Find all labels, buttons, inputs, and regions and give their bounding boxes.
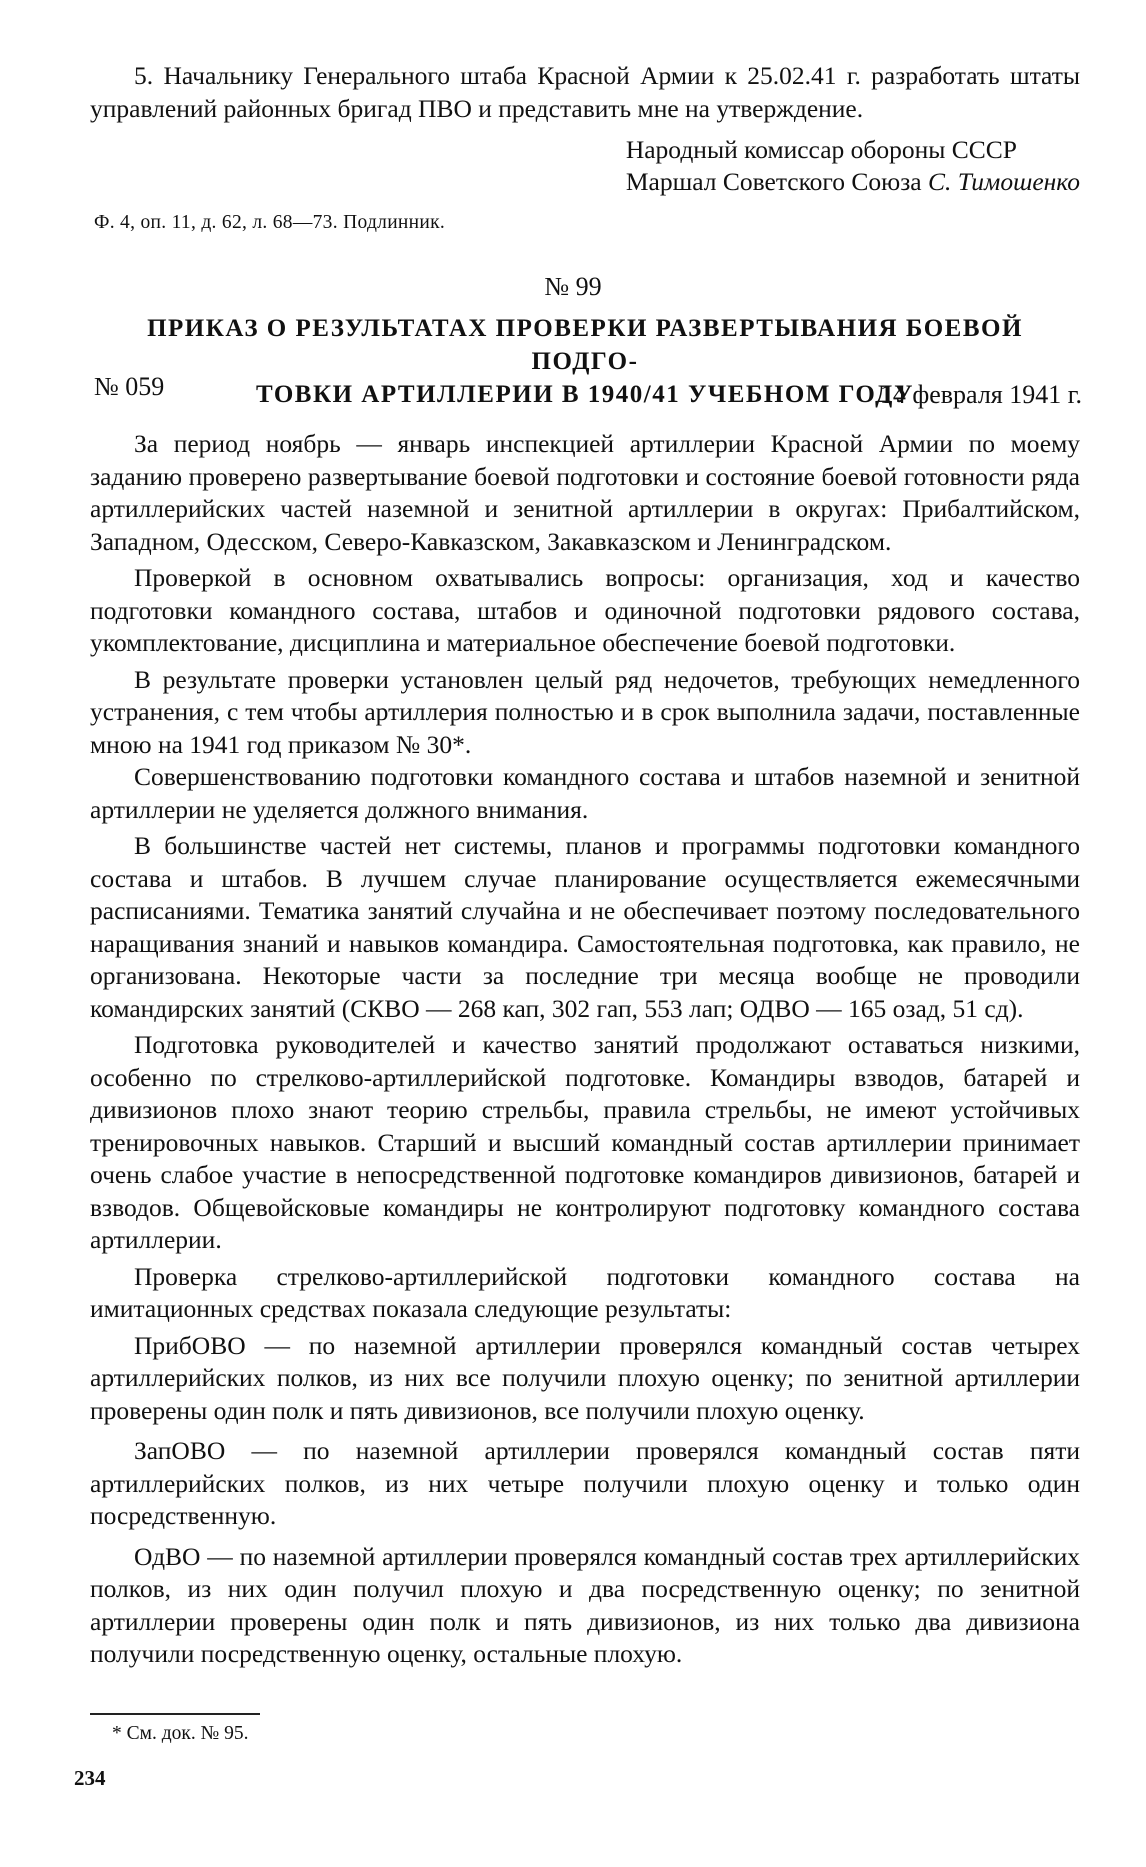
paragraph-odvo: ОдВО — по наземной артиллерии проверялся командный состав трех артиллерийских полков, из них один получил плохую и два посредственную оценку; по зенитной артиллерии проверены один полк и пять дивизионов, из них только два дивизиона получили посредственную оценку, остальные плохую. [90,1541,1080,1668]
archive-reference: Ф. 4, оп. 11, д. 62, л. 68—73. Подлинник. [94,212,446,233]
paragraph-pribovo: ПрибОВО — по наземной артиллерии проверялся командный состав четырех артиллерийских полков, из них все получили плохую оценку; по зенитной артиллерии проверены один полк и пять дивизионов, все получили плохую оценку. [90,1330,1080,1425]
paragraph-results: В результате проверки установлен целый ряд недочетов, требующих немедленного устранения, с тем чтобы артиллерия полностью и в срок выполнила задачи, поставленные мною на 1941 год приказом № 30*. [90,664,1080,759]
paragraph-training-quality: Подготовка руководителей и качество занятий продолжают оставаться низкими, особенно по стрелково-артиллерийской подготовке. Командиры взводов, батарей и дивизионов плохо знают теорию стрельбы, правила стрельбы, не имеют устойчивых тренировочных навыков. Старший и высший командный состав артиллерии принимает очень слабое участие в непосредственной подготовке командиров дивизионов, батарей и взводов. Общевойсковые командиры не контролируют подготовку командного состава артиллерии. [90,1030,1080,1254]
order-number: № 059 [94,372,165,401]
footnote: * См. док. № 95. [112,1723,249,1744]
title-line-2: ТОВКИ АРТИЛЛЕРИИ В 1940/41 УЧЕБНОМ ГОДУ [256,381,914,408]
signature-rank: Маршал Советского Союза [625,167,928,196]
document-number: № 99 [544,272,602,301]
signature-block [626,134,1080,198]
top-paragraph-block [90,60,1080,125]
paragraph-check-results: Проверка стрелково-артиллерийской подготовки командного состава на имитационных средствах показала следующие результаты: [90,1261,1080,1323]
signature-title: Народный комиссар обороны СССР [625,135,1017,164]
signature-name: С. Тимошенко [927,167,1080,196]
footnote-divider [90,1713,260,1715]
paragraph-planning: В большинстве частей нет системы, планов и программы подготовки командного состава и штабов. В лучшем случае планирование осуществляется ежемесячными расписаниями. Тематика занятий случайна и не обеспечивает поэтому последовательного наращивания знаний и навыков командира. Самостоятельная подготовка, как правило, не организована. Некоторые части за последние три месяца вообще не проводили командирских занятий (СКВО — 268 кап, 302 гап, 553 лап; ОДВО — 165 озад, 51 сд). [90,831,1080,1023]
order-date: 14 февраля 1941 г. [879,380,1082,409]
title-line-1: ПРИКАЗ О РЕЗУЛЬТАТАХ ПРОВЕРКИ РАЗВЕРТЫВАНИЯ БОЕВОЙ ПОДГО- [147,315,1023,375]
paragraph-command-staff: Совершенствованию подготовки командного состава и штабов наземной и зенитной артиллерии не уделяется должного внимания. [90,762,1080,824]
paragraph-intro: За период ноябрь — январь инспекцией артиллерии Красной Армии по моему заданию проверено развертывание боевой подготовки и состояние боевой готовности ряда артиллерийских частей наземной и зенитной артиллерии в округах: Прибалтийском, Западном, Одесском, Северо-Кавказском, Закавказском и Ленинградском. [90,429,1080,556]
signature-rank-line [626,166,1080,198]
body-text [90,428,1080,1671]
page-number: 234 [74,1766,106,1790]
paragraph-zapovo: ЗапОВО — по наземной артиллерии проверялся командный состав пяти артиллерийских полков, из них четыре получили плохую оценку и только один посредственную. [90,1436,1080,1530]
top-paragraph: 5. Начальнику Генерального штаба Красной Армии к 25.02.41 г. разработать штаты управлений районных бригад ПВО и представить мне на утверждение. [90,61,1080,123]
paragraph-scope: Проверкой в основном охватывались вопросы: организация, ход и качество подготовки командного состава, штабов и одиночной подготовки рядового состава, укомплектование, дисциплина и материальное обеспечение боевой подготовки. [90,563,1080,657]
